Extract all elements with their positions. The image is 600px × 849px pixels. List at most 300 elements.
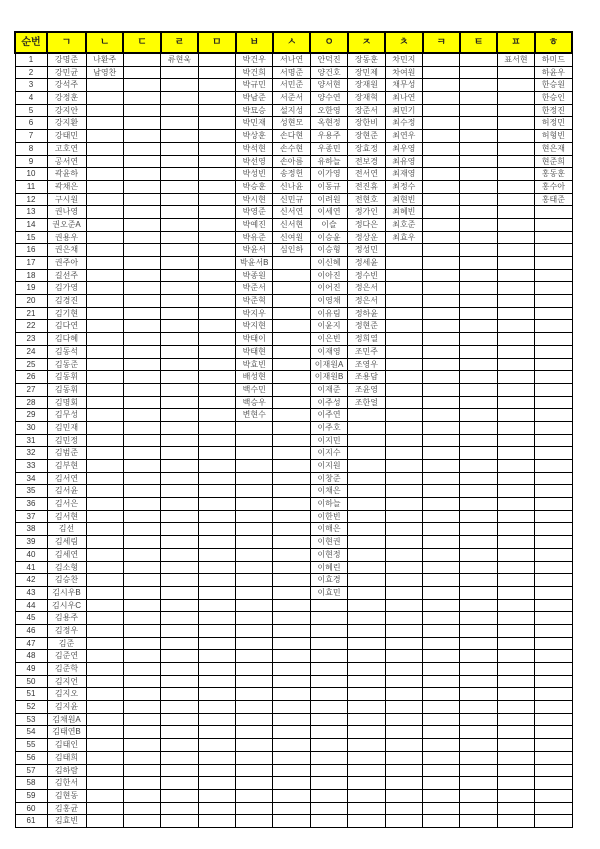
name-cell bbox=[497, 777, 534, 790]
name-cell: 박태이 bbox=[236, 333, 273, 346]
name-cell bbox=[273, 434, 310, 447]
row-number-cell: 1 bbox=[15, 53, 47, 66]
name-cell bbox=[385, 282, 422, 295]
name-cell bbox=[460, 180, 497, 193]
name-cell bbox=[161, 802, 198, 815]
name-cell bbox=[198, 713, 235, 726]
name-cell bbox=[273, 599, 310, 612]
name-cell: 이채은 bbox=[310, 485, 347, 498]
name-cell bbox=[123, 193, 160, 206]
name-cell bbox=[460, 624, 497, 637]
name-cell bbox=[198, 599, 235, 612]
name-cell: 최연우 bbox=[385, 130, 422, 143]
name-cell bbox=[86, 764, 123, 777]
name-cell: 박윤서 bbox=[236, 244, 273, 257]
name-cell bbox=[86, 789, 123, 802]
name-cell bbox=[236, 624, 273, 637]
name-cell bbox=[423, 802, 460, 815]
name-cell bbox=[198, 345, 235, 358]
name-cell bbox=[348, 460, 385, 473]
table-row bbox=[15, 815, 572, 828]
name-cell bbox=[123, 726, 160, 739]
name-cell bbox=[198, 802, 235, 815]
roster-header-row bbox=[15, 32, 572, 53]
name-cell bbox=[460, 751, 497, 764]
table-row bbox=[15, 269, 572, 282]
name-cell bbox=[497, 815, 534, 828]
name-cell bbox=[348, 561, 385, 574]
name-cell bbox=[198, 409, 235, 422]
name-cell: 김선 bbox=[47, 523, 86, 536]
row-number-cell: 43 bbox=[15, 586, 47, 599]
row-number-cell: 16 bbox=[15, 244, 47, 257]
name-cell bbox=[161, 409, 198, 422]
name-cell: 김준학 bbox=[47, 663, 86, 676]
name-cell: 장재혁 bbox=[348, 92, 385, 105]
name-cell bbox=[123, 612, 160, 625]
name-cell: 이재준 bbox=[310, 383, 347, 396]
column-header-0: ㄱ bbox=[47, 32, 86, 53]
name-cell bbox=[236, 637, 273, 650]
row-number-cell: 26 bbox=[15, 371, 47, 384]
name-cell bbox=[198, 244, 235, 257]
name-cell: 옥현정 bbox=[310, 117, 347, 130]
name-cell: 박선영 bbox=[236, 155, 273, 168]
name-cell: 심인하 bbox=[273, 244, 310, 257]
name-cell: 강석주 bbox=[47, 79, 86, 92]
name-cell bbox=[497, 345, 534, 358]
name-cell bbox=[123, 485, 160, 498]
name-cell bbox=[198, 739, 235, 752]
name-cell bbox=[86, 472, 123, 485]
name-cell: 김서연 bbox=[47, 472, 86, 485]
name-cell: 이혜린 bbox=[310, 561, 347, 574]
name-cell: 전보경 bbox=[348, 155, 385, 168]
table-row bbox=[15, 739, 572, 752]
name-cell bbox=[385, 789, 422, 802]
name-cell: 서민준 bbox=[273, 79, 310, 92]
name-cell: 장한비 bbox=[348, 117, 385, 130]
table-row bbox=[15, 586, 572, 599]
name-cell bbox=[497, 307, 534, 320]
name-cell bbox=[423, 193, 460, 206]
name-cell bbox=[385, 650, 422, 663]
name-cell bbox=[348, 421, 385, 434]
row-number-cell: 54 bbox=[15, 726, 47, 739]
name-cell: 김태희 bbox=[47, 751, 86, 764]
name-cell: 양서현 bbox=[310, 79, 347, 92]
name-cell bbox=[198, 180, 235, 193]
name-cell bbox=[310, 663, 347, 676]
name-cell bbox=[385, 612, 422, 625]
name-cell: 김지오 bbox=[47, 688, 86, 701]
name-cell bbox=[198, 295, 235, 308]
table-row bbox=[15, 485, 572, 498]
name-cell bbox=[123, 358, 160, 371]
name-cell bbox=[385, 599, 422, 612]
name-cell bbox=[460, 586, 497, 599]
name-cell bbox=[273, 548, 310, 561]
name-cell bbox=[123, 548, 160, 561]
name-cell: 김효빈 bbox=[47, 815, 86, 828]
name-cell bbox=[497, 688, 534, 701]
name-cell bbox=[198, 688, 235, 701]
name-cell: 김서윤 bbox=[47, 485, 86, 498]
row-number-cell: 9 bbox=[15, 155, 47, 168]
name-cell bbox=[348, 536, 385, 549]
name-cell bbox=[161, 117, 198, 130]
row-number-cell: 60 bbox=[15, 802, 47, 815]
name-cell bbox=[535, 396, 572, 409]
name-cell bbox=[198, 218, 235, 231]
table-row bbox=[15, 460, 572, 473]
name-cell bbox=[86, 79, 123, 92]
name-cell: 김다혜 bbox=[47, 333, 86, 346]
name-cell bbox=[198, 764, 235, 777]
name-cell bbox=[86, 586, 123, 599]
table-row bbox=[15, 434, 572, 447]
name-cell bbox=[385, 244, 422, 257]
name-cell: 이지원 bbox=[310, 460, 347, 473]
name-cell bbox=[198, 624, 235, 637]
name-cell bbox=[348, 472, 385, 485]
name-cell bbox=[236, 663, 273, 676]
name-cell bbox=[273, 701, 310, 714]
name-cell: 박윤서B bbox=[236, 257, 273, 270]
name-cell bbox=[161, 130, 198, 143]
name-cell bbox=[423, 599, 460, 612]
name-cell bbox=[161, 586, 198, 599]
table-row bbox=[15, 498, 572, 511]
name-cell bbox=[460, 561, 497, 574]
name-cell bbox=[385, 460, 422, 473]
name-cell: 장효정 bbox=[348, 142, 385, 155]
name-cell bbox=[423, 688, 460, 701]
name-cell: 곽윤하 bbox=[47, 168, 86, 181]
name-cell: 조한얼 bbox=[348, 396, 385, 409]
name-cell: 이효민 bbox=[310, 586, 347, 599]
name-cell bbox=[497, 612, 534, 625]
name-cell bbox=[535, 739, 572, 752]
name-cell bbox=[423, 586, 460, 599]
name-cell: 권용우 bbox=[47, 231, 86, 244]
name-cell bbox=[423, 536, 460, 549]
name-cell bbox=[460, 130, 497, 143]
name-cell bbox=[198, 561, 235, 574]
row-number-cell: 30 bbox=[15, 421, 47, 434]
name-cell bbox=[348, 599, 385, 612]
name-cell bbox=[123, 104, 160, 117]
name-cell: 이신혜 bbox=[310, 257, 347, 270]
row-number-cell: 38 bbox=[15, 523, 47, 536]
name-cell bbox=[86, 307, 123, 320]
column-header-4: ㅁ bbox=[198, 32, 235, 53]
name-cell: 현은재 bbox=[535, 142, 572, 155]
name-cell bbox=[273, 688, 310, 701]
name-cell bbox=[460, 815, 497, 828]
name-cell bbox=[385, 333, 422, 346]
name-cell bbox=[535, 650, 572, 663]
name-cell bbox=[123, 650, 160, 663]
name-cell: 박민재 bbox=[236, 117, 273, 130]
name-cell bbox=[198, 485, 235, 498]
name-cell bbox=[161, 663, 198, 676]
name-cell: 장민제 bbox=[348, 66, 385, 79]
name-cell bbox=[460, 218, 497, 231]
row-number-cell: 45 bbox=[15, 612, 47, 625]
name-cell bbox=[535, 472, 572, 485]
name-cell bbox=[385, 713, 422, 726]
name-cell bbox=[86, 168, 123, 181]
name-cell bbox=[86, 536, 123, 549]
table-row bbox=[15, 574, 572, 587]
name-cell bbox=[535, 688, 572, 701]
name-cell: 박석현 bbox=[236, 142, 273, 155]
name-cell: 이현정 bbox=[310, 548, 347, 561]
name-cell bbox=[236, 802, 273, 815]
name-cell bbox=[123, 53, 160, 66]
name-cell bbox=[161, 155, 198, 168]
name-cell bbox=[86, 421, 123, 434]
name-cell bbox=[123, 66, 160, 79]
name-cell bbox=[310, 789, 347, 802]
name-cell: 이은빈 bbox=[310, 333, 347, 346]
column-header-7: ㅇ bbox=[310, 32, 347, 53]
name-cell bbox=[385, 523, 422, 536]
name-cell: 최정수 bbox=[385, 180, 422, 193]
name-cell: 정은서 bbox=[348, 282, 385, 295]
name-cell bbox=[310, 612, 347, 625]
name-cell: 김동준 bbox=[47, 358, 86, 371]
name-cell bbox=[535, 777, 572, 790]
name-cell bbox=[460, 739, 497, 752]
name-cell bbox=[460, 701, 497, 714]
name-cell bbox=[161, 358, 198, 371]
table-row bbox=[15, 358, 572, 371]
name-cell bbox=[198, 472, 235, 485]
name-cell: 양수연 bbox=[310, 92, 347, 105]
name-cell bbox=[460, 257, 497, 270]
name-cell bbox=[310, 802, 347, 815]
name-cell bbox=[310, 726, 347, 739]
name-cell bbox=[423, 764, 460, 777]
name-cell bbox=[86, 739, 123, 752]
name-cell bbox=[123, 345, 160, 358]
name-cell bbox=[423, 815, 460, 828]
name-cell bbox=[423, 498, 460, 511]
name-cell bbox=[423, 726, 460, 739]
name-cell bbox=[86, 815, 123, 828]
name-cell bbox=[310, 739, 347, 752]
row-number-header: 순번 bbox=[15, 32, 47, 53]
name-cell bbox=[123, 206, 160, 219]
name-roster-table bbox=[14, 31, 573, 828]
name-cell bbox=[460, 142, 497, 155]
name-cell bbox=[123, 586, 160, 599]
name-cell bbox=[535, 574, 572, 587]
name-cell bbox=[535, 231, 572, 244]
name-cell bbox=[385, 815, 422, 828]
name-cell bbox=[460, 244, 497, 257]
table-row bbox=[15, 536, 572, 549]
row-number-cell: 49 bbox=[15, 663, 47, 676]
name-cell bbox=[497, 485, 534, 498]
name-cell: 우종민 bbox=[310, 142, 347, 155]
name-cell: 최효우 bbox=[385, 231, 422, 244]
name-cell: 이려원 bbox=[310, 193, 347, 206]
name-cell: 강명준 bbox=[47, 53, 86, 66]
name-cell bbox=[123, 599, 160, 612]
name-cell bbox=[86, 713, 123, 726]
name-cell bbox=[535, 764, 572, 777]
name-cell bbox=[535, 561, 572, 574]
name-cell: 허형빈 bbox=[535, 130, 572, 143]
name-cell bbox=[497, 624, 534, 637]
row-number-cell: 7 bbox=[15, 130, 47, 143]
name-cell bbox=[86, 548, 123, 561]
table-row bbox=[15, 663, 572, 676]
name-cell bbox=[86, 193, 123, 206]
name-cell: 정은서 bbox=[348, 295, 385, 308]
name-cell bbox=[348, 751, 385, 764]
name-cell bbox=[385, 637, 422, 650]
name-cell bbox=[161, 789, 198, 802]
name-cell bbox=[123, 675, 160, 688]
name-cell: 박승훈 bbox=[236, 180, 273, 193]
name-cell bbox=[273, 472, 310, 485]
table-row bbox=[15, 307, 572, 320]
roster-body bbox=[15, 53, 572, 827]
name-cell bbox=[423, 612, 460, 625]
name-cell bbox=[535, 675, 572, 688]
name-cell: 박시현 bbox=[236, 193, 273, 206]
name-cell bbox=[273, 320, 310, 333]
name-cell: 권주아 bbox=[47, 257, 86, 270]
table-row bbox=[15, 193, 572, 206]
column-header-2: ㄷ bbox=[123, 32, 160, 53]
name-cell bbox=[123, 409, 160, 422]
name-cell bbox=[348, 624, 385, 637]
name-cell bbox=[86, 333, 123, 346]
name-cell bbox=[161, 510, 198, 523]
name-cell bbox=[497, 142, 534, 155]
name-cell bbox=[423, 434, 460, 447]
name-cell bbox=[423, 130, 460, 143]
name-cell bbox=[86, 624, 123, 637]
name-cell bbox=[161, 548, 198, 561]
name-cell: 구시원 bbox=[47, 193, 86, 206]
name-cell: 백승우 bbox=[236, 396, 273, 409]
name-cell bbox=[385, 485, 422, 498]
name-cell bbox=[86, 447, 123, 460]
name-cell bbox=[273, 612, 310, 625]
name-cell: 이재원B bbox=[310, 371, 347, 384]
name-cell bbox=[198, 307, 235, 320]
name-cell bbox=[161, 713, 198, 726]
name-cell bbox=[273, 764, 310, 777]
row-number-cell: 20 bbox=[15, 295, 47, 308]
name-cell bbox=[161, 206, 198, 219]
name-cell: 이재영 bbox=[310, 345, 347, 358]
name-cell: 최현빈 bbox=[385, 193, 422, 206]
name-cell bbox=[123, 523, 160, 536]
name-cell: 정세윤 bbox=[348, 257, 385, 270]
name-cell bbox=[273, 713, 310, 726]
name-cell bbox=[123, 320, 160, 333]
name-cell bbox=[497, 295, 534, 308]
name-cell: 박효빈 bbox=[236, 358, 273, 371]
name-cell bbox=[123, 155, 160, 168]
name-cell bbox=[273, 371, 310, 384]
name-cell bbox=[161, 244, 198, 257]
row-number-cell: 2 bbox=[15, 66, 47, 79]
name-cell bbox=[86, 561, 123, 574]
name-cell: 한정진 bbox=[535, 104, 572, 117]
name-cell: 정하윤 bbox=[348, 307, 385, 320]
name-cell: 김기현 bbox=[47, 307, 86, 320]
name-cell bbox=[310, 764, 347, 777]
name-cell: 이지수 bbox=[310, 447, 347, 460]
name-cell bbox=[123, 231, 160, 244]
name-cell: 차여원 bbox=[385, 66, 422, 79]
name-cell: 강지환 bbox=[47, 117, 86, 130]
name-cell bbox=[198, 751, 235, 764]
name-cell bbox=[123, 663, 160, 676]
name-cell bbox=[423, 358, 460, 371]
name-cell bbox=[86, 688, 123, 701]
row-number-cell: 58 bbox=[15, 777, 47, 790]
table-row bbox=[15, 104, 572, 117]
name-cell: 박유준 bbox=[236, 231, 273, 244]
name-cell bbox=[123, 434, 160, 447]
name-cell bbox=[423, 307, 460, 320]
name-cell: 김범준 bbox=[47, 447, 86, 460]
name-cell: 변현수 bbox=[236, 409, 273, 422]
name-cell: 고호연 bbox=[47, 142, 86, 155]
name-cell bbox=[497, 320, 534, 333]
name-cell bbox=[273, 536, 310, 549]
name-cell bbox=[497, 218, 534, 231]
row-number-cell: 41 bbox=[15, 561, 47, 574]
name-cell: 이주성 bbox=[310, 396, 347, 409]
name-cell bbox=[198, 117, 235, 130]
name-cell bbox=[460, 637, 497, 650]
name-cell: 홍동훈 bbox=[535, 168, 572, 181]
name-cell: 김홍균 bbox=[47, 802, 86, 815]
name-cell bbox=[123, 371, 160, 384]
name-cell: 최나연 bbox=[385, 92, 422, 105]
name-cell: 이유림 bbox=[310, 307, 347, 320]
name-cell bbox=[385, 586, 422, 599]
name-cell: 최민기 bbox=[385, 104, 422, 117]
row-number-cell: 15 bbox=[15, 231, 47, 244]
name-cell: 조윤영 bbox=[348, 383, 385, 396]
name-cell bbox=[423, 701, 460, 714]
table-row bbox=[15, 257, 572, 270]
name-cell bbox=[460, 434, 497, 447]
name-cell bbox=[385, 777, 422, 790]
name-cell bbox=[535, 282, 572, 295]
name-cell: 박준서 bbox=[236, 282, 273, 295]
name-cell bbox=[348, 802, 385, 815]
name-cell bbox=[385, 726, 422, 739]
row-number-cell: 53 bbox=[15, 713, 47, 726]
column-header-11: ㅌ bbox=[460, 32, 497, 53]
name-cell bbox=[460, 345, 497, 358]
name-cell: 김태연B bbox=[47, 726, 86, 739]
name-cell bbox=[161, 345, 198, 358]
row-number-cell: 51 bbox=[15, 688, 47, 701]
